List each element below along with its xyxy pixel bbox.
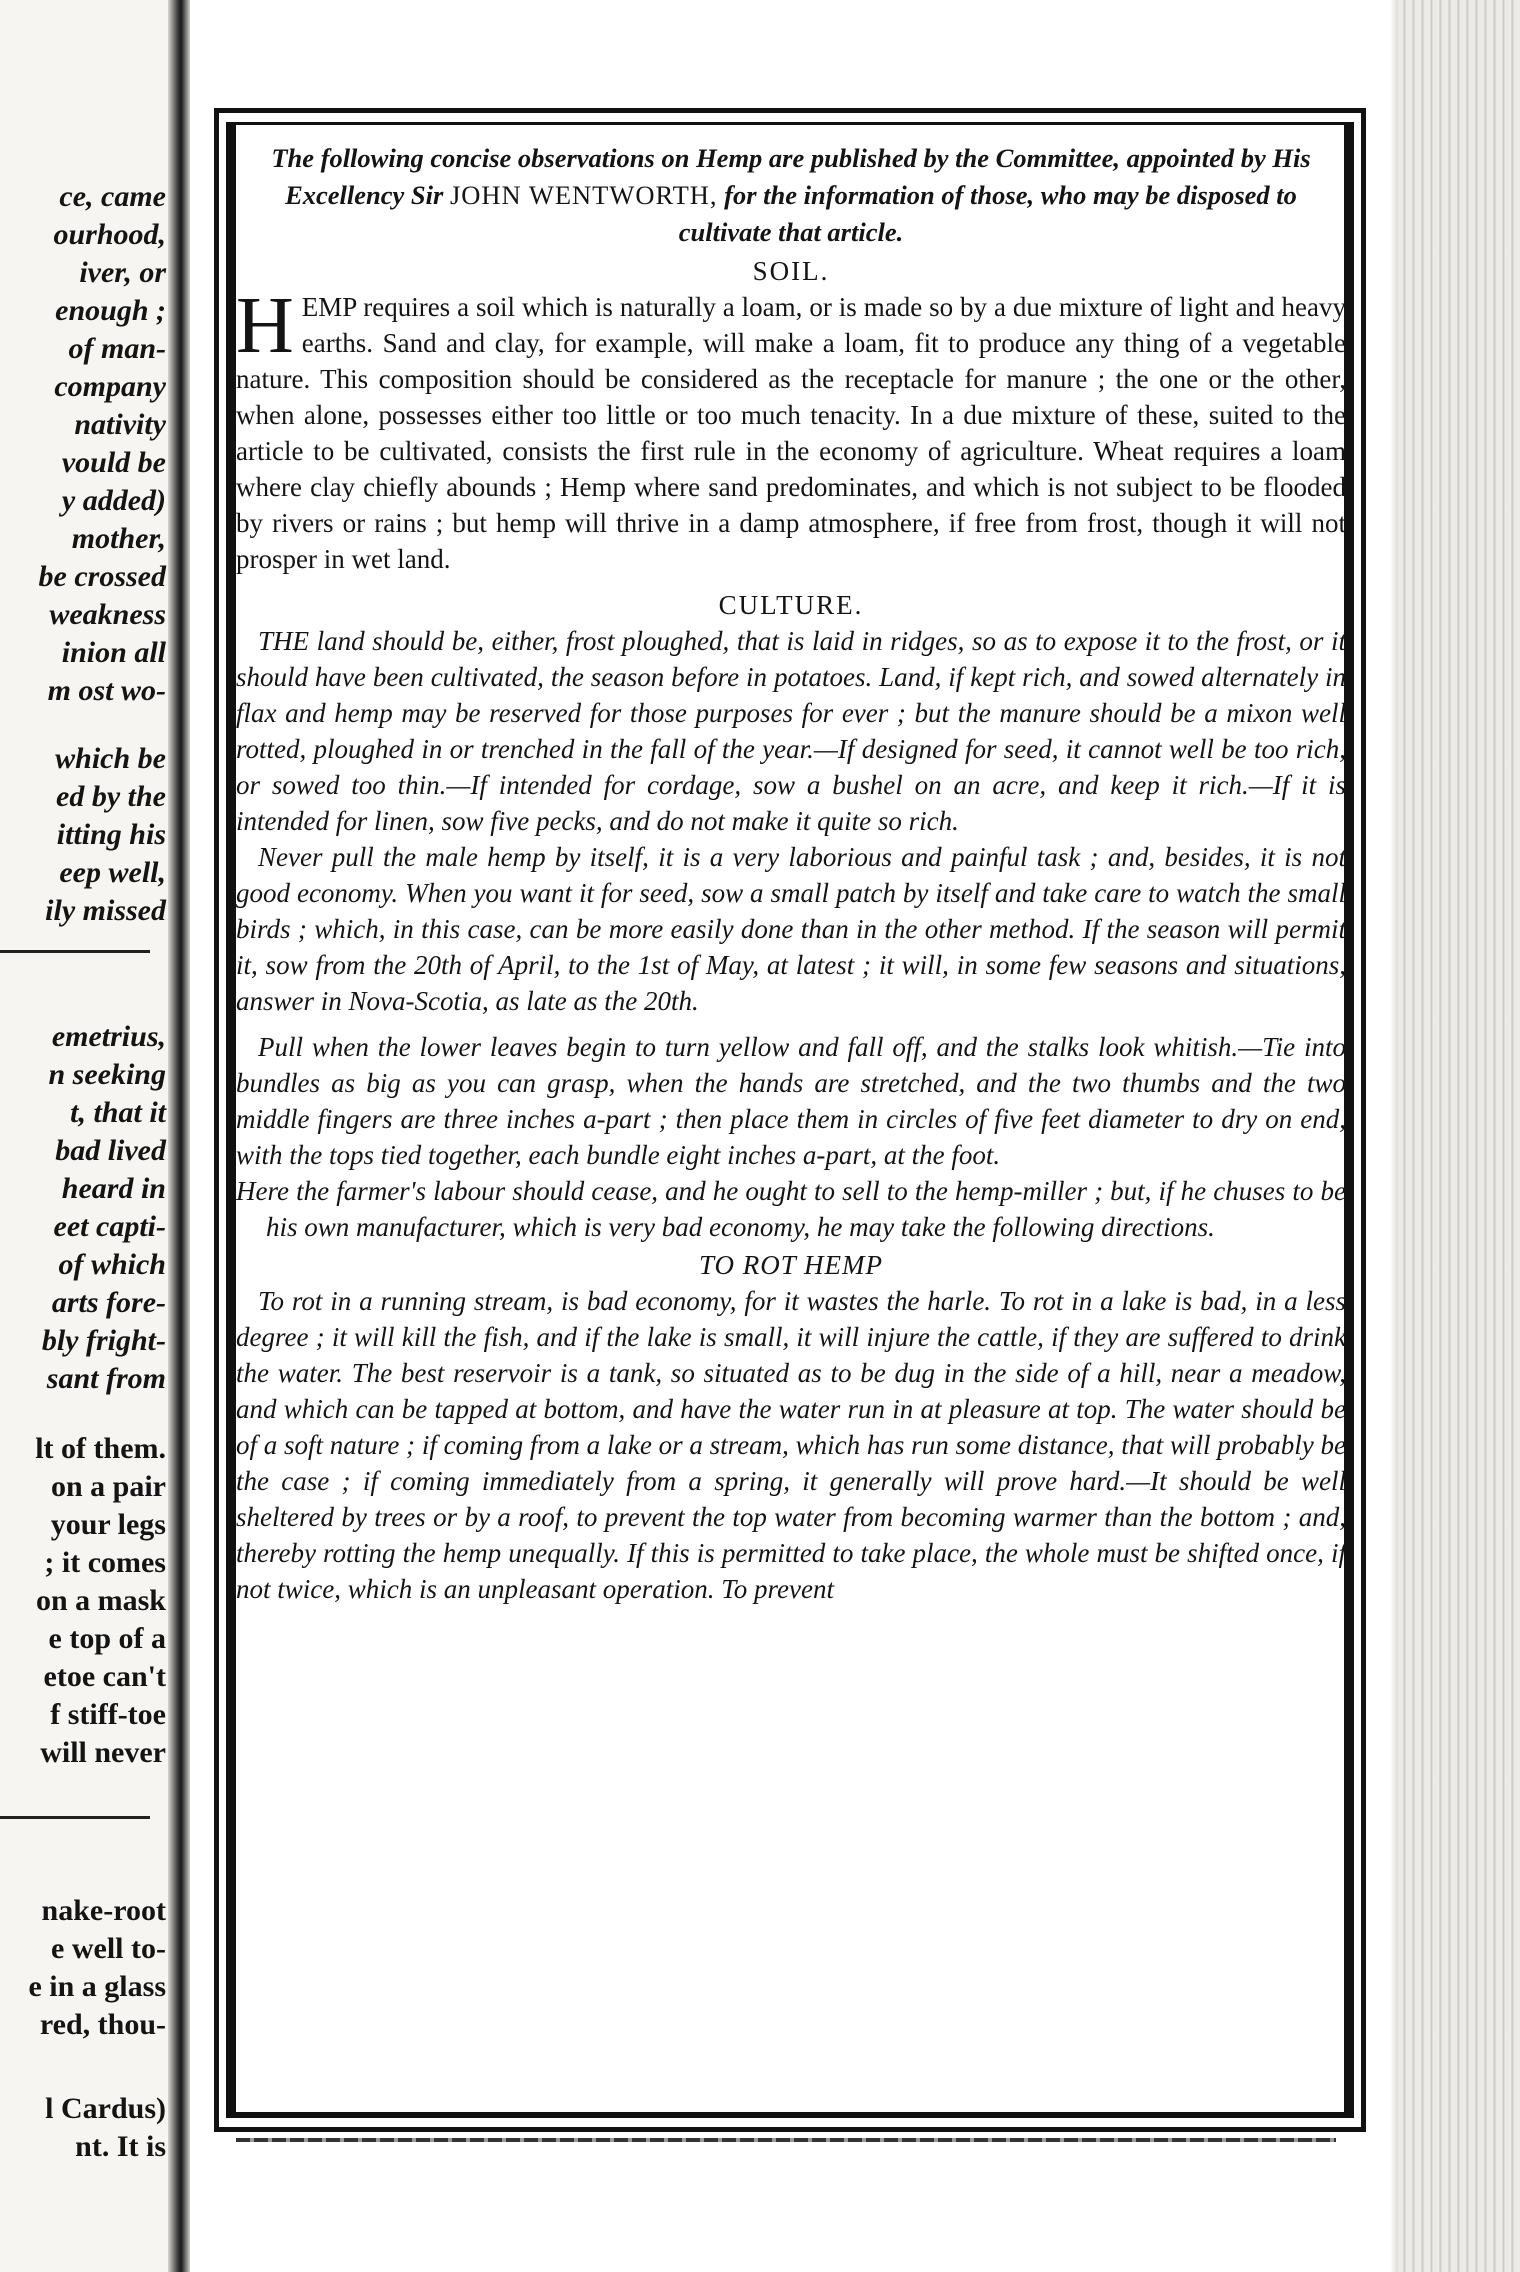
intro-text: for the information of those, who may be disposed to cultivate that article. bbox=[678, 180, 1297, 247]
culture-paragraph: Here the farmer's labour should cease, and he ought to sell to the hemp-miller ; but, if he chuses to be his own manufacturer, which is very bad economy, he may take the following directions. bbox=[236, 1176, 1346, 1242]
book-gutter bbox=[168, 0, 190, 2272]
intro-text: The following concise observations on Hemp are published by the Committee, appointed by His Excellency Sir bbox=[271, 143, 1311, 210]
left-page-rule bbox=[0, 1816, 150, 1819]
left-page-line: vould be bbox=[61, 446, 166, 479]
left-page-line: sant from bbox=[46, 1362, 166, 1395]
left-page-line: enough ; bbox=[55, 294, 166, 327]
left-page-line: t, that it bbox=[70, 1096, 166, 1129]
article-intro bbox=[240, 140, 1342, 251]
section-heading-to-rot-hemp: TO ROT HEMP bbox=[698, 1250, 884, 1280]
left-page-fragment bbox=[0, 0, 172, 2272]
left-page-line: nt. It is bbox=[75, 2130, 166, 2163]
left-page-line: red, thou- bbox=[39, 2008, 166, 2041]
left-page-line: iver, or bbox=[79, 256, 166, 289]
left-page-line: of which bbox=[58, 1248, 166, 1281]
rot-paragraph: To rot in a running stream, is bad economy, for it wastes the harle. To rot in a lake is bad, in a less degree ; it will kill the fish, and if the lake is small, it will injure the cattle, if they are suffered to drink the water. The best reservoir is a tank, so situated as to be dug in the side of a hill, near a meadow, and which can be tapped at bottom, and have the water run in at pleasure at top. The water should be of a soft nature ; if coming from a lake or a stream, which has run some distance, that will probably be the case ; if coming immediately from a spring, it generally will prove hard.—It should be well sheltered by trees or by a roof, to prevent the top water from becoming warmer than the bottom ; and, thereby rotting the hemp unequally. If this is permitted to take place, the whole must be shifted once, if not twice, which is an unpleasant operation. To prevent bbox=[236, 1286, 1346, 1604]
left-page-line: weakness bbox=[49, 598, 166, 631]
left-page-line: on a pair bbox=[50, 1470, 166, 1503]
section-heading-culture: CULTURE. bbox=[718, 590, 864, 620]
left-page-line: ed by the bbox=[56, 780, 166, 813]
left-page-rule bbox=[0, 950, 150, 953]
left-page-line: lt of them. bbox=[35, 1432, 166, 1465]
left-page-line: n seeking bbox=[48, 1058, 166, 1091]
left-page-line: ; it comes bbox=[44, 1546, 166, 1579]
left-page-line: f stiff-toe bbox=[50, 1698, 166, 1731]
book-page-edges bbox=[1398, 0, 1520, 2272]
left-page-line: ily missed bbox=[45, 894, 166, 927]
left-page-line: e top of a bbox=[48, 1622, 166, 1655]
left-page-line: will never bbox=[40, 1736, 166, 1769]
left-page-line: bad lived bbox=[55, 1134, 166, 1167]
left-page-line: itting his bbox=[56, 818, 166, 851]
culture-paragraph: Never pull the male hemp by itself, it is a very laborious and painful task ; and, besides, it is not good economy. When you want it for seed, sow a small patch by itself and take care to watch the small birds ; which, in this case, can be more easily done than in the other method. If the season will permit it, sow from the 20th of April, to the 1st of May, at latest ; it will, in some few seasons and situations, answer in Nova-Scotia, as late as the 20th. bbox=[236, 842, 1346, 1016]
culture-paragraph: THE land should be, either, frost ploughed, that is laid in ridges, so as to expose it to the frost, or it should have been cultivated, the season before in potatoes. Land, if kept rich, and sowed alternately in flax and hemp may be reserved for those purposes for ever ; but the manure should be a mixon well rotted, ploughed in or trenched in the fall of the year.—If designed for seed, it cannot well be too rich, or sowed too thin.—If intended for cordage, sow a bushel on an acre, and keep it rich.—If it is intended for linen, sow five pecks, and do not make it quite so rich. bbox=[236, 626, 1346, 836]
left-page-line: nake-root bbox=[41, 1894, 166, 1927]
left-page-line: nativity bbox=[74, 408, 166, 441]
left-page-line: bly fright- bbox=[41, 1324, 166, 1357]
left-page-line: ce, came bbox=[59, 180, 166, 213]
left-page-line: l Cardus) bbox=[45, 2092, 166, 2125]
left-page-line: eep well, bbox=[59, 856, 166, 889]
left-page-line: emetrius, bbox=[51, 1020, 166, 1053]
left-page-line: which be bbox=[55, 742, 166, 775]
left-page-line: eet capti- bbox=[53, 1210, 166, 1243]
left-page-line: company bbox=[54, 370, 166, 403]
left-page-line: mother, bbox=[71, 522, 166, 555]
culture-paragraph: Pull when the lower leaves begin to turn yellow and fall off, and the stalks look whitish.—Tie into bundles as big as you can grasp, when the hands are stretched, and the two thumbs and the two middle fingers are three inches a-part ; then place them in circles of five feet diameter to dry on end, with the tops tied together, each bundle eight inches a-part, at the foot. bbox=[236, 1032, 1346, 1170]
bottom-rule bbox=[236, 2138, 1336, 2142]
left-page-line: e in a glass bbox=[28, 1970, 166, 2003]
hemp-article bbox=[236, 140, 1346, 2100]
left-page-line: on a mask bbox=[35, 1584, 166, 1617]
left-page-line: e well to- bbox=[51, 1932, 166, 1965]
left-page-line: of man- bbox=[68, 332, 166, 365]
section-heading-soil: SOIL. bbox=[752, 256, 830, 286]
soil-text: EMP requires a soil which is naturally a loam, or is made so by a due mixture of light and heavy earths. Sand and clay, for example, will make a loam, fit to produce any thing of a vegetable nature. This composition should be considered as the receptacle for manure ; the one or the other, when alone, possesses either too little or too much tenacity. In a due mixture of these, suited to the article to be cultivated, consists the first rule in the economy of agriculture. Wheat requires a loam where clay chiefly abounds ; Hemp where sand predominates, and which is not subject to be flooded by rivers or rains ; but hemp will thrive in a damp atmosphere, if free from frost, though it will not prosper in wet land. bbox=[236, 292, 1346, 574]
intro-name: JOHN WENTWORTH, bbox=[449, 180, 718, 210]
drop-cap: H bbox=[236, 282, 294, 370]
soil-paragraph bbox=[236, 282, 1346, 577]
left-page-line: ourhood, bbox=[53, 218, 166, 251]
left-page-line: inion all bbox=[61, 636, 166, 669]
left-page-line: arts fore- bbox=[51, 1286, 166, 1319]
left-page-line: your legs bbox=[50, 1508, 166, 1541]
left-page-line: y added) bbox=[61, 484, 166, 517]
left-page-line: heard in bbox=[61, 1172, 166, 1205]
left-page-line: be crossed bbox=[38, 560, 166, 593]
left-page-line: m ost wo- bbox=[47, 674, 166, 707]
left-page-line: etoe can't bbox=[43, 1660, 166, 1693]
